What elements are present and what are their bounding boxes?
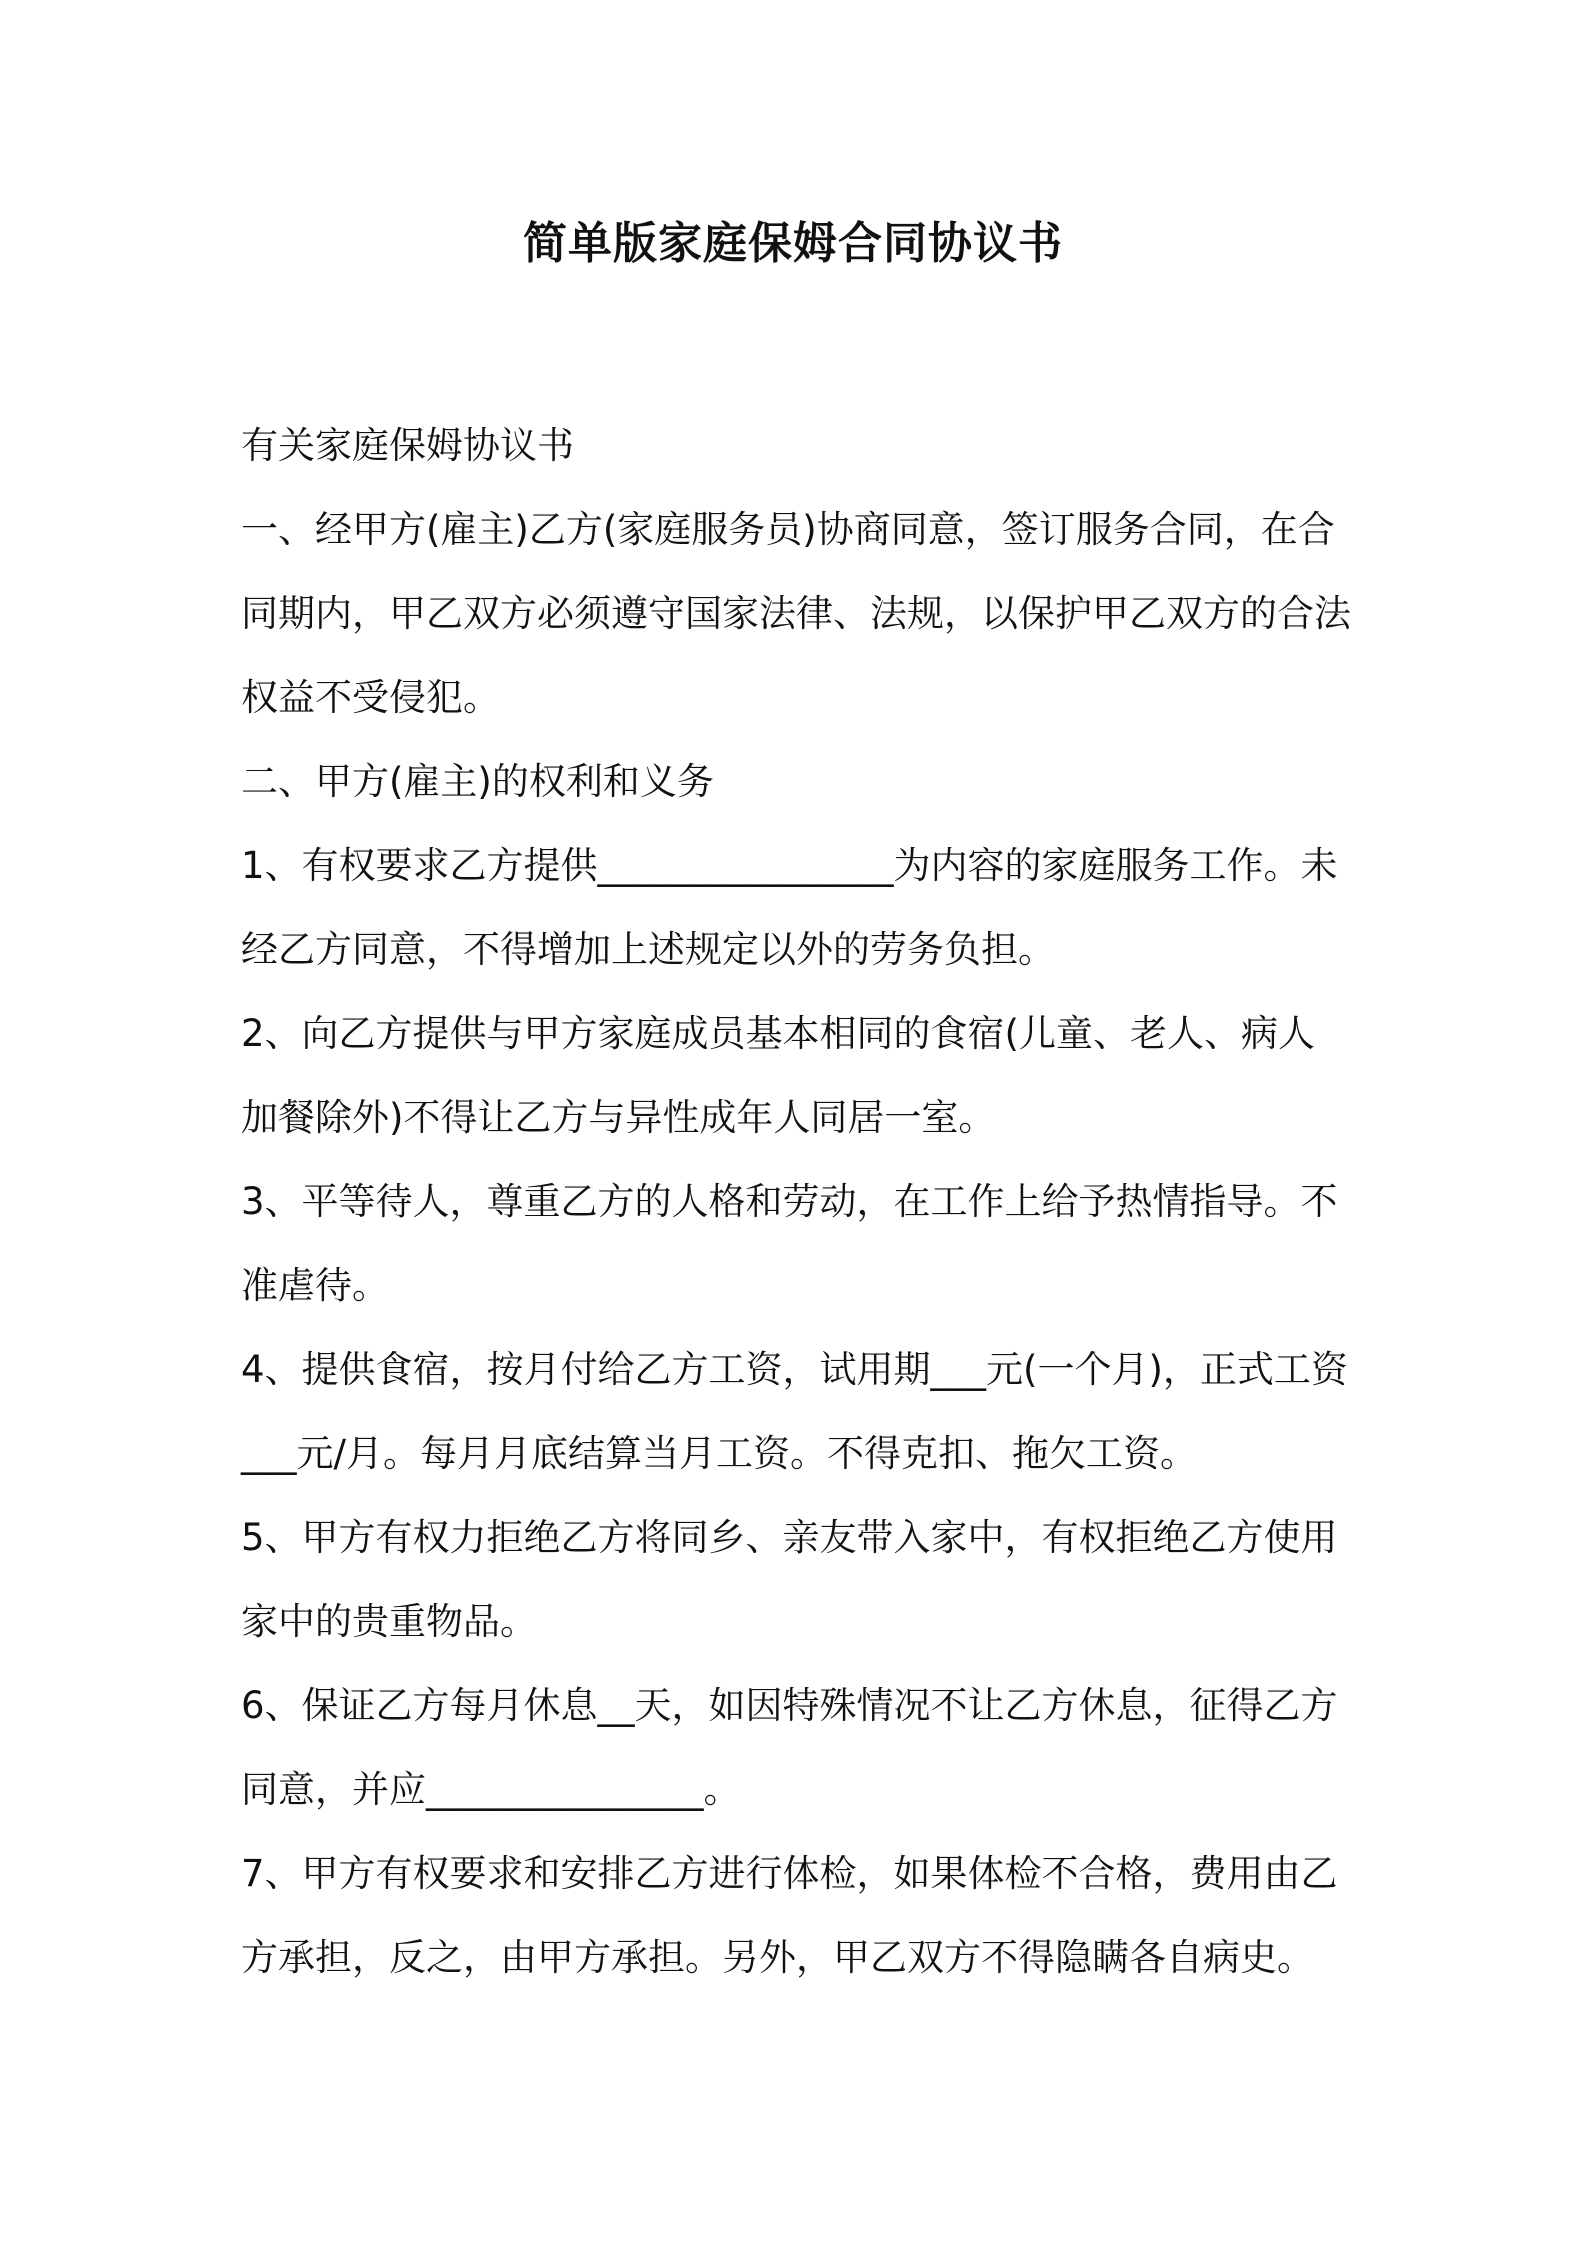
document-body: [241, 404, 1351, 2000]
item-7: 7、甲方有权要求和安排乙方进行体检，如果体检不合格，费用由乙方承担，反之，由甲方承担。另外，甲乙双方不得隐瞒各自病史。: [241, 1852, 1338, 1979]
clause-1: 一、经甲方(雇主)乙方(家庭服务员)协商同意，签订服务合同，在合同期内，甲乙双方必须遵守国家法律、法规，以保护甲乙双方的合法权益不受侵犯。: [241, 508, 1351, 719]
item-6: 6、保证乙方每月休息__天，如因特殊情况不让乙方休息，征得乙方同意，并应_______________。: [241, 1684, 1338, 1811]
section-heading-2: 二、甲方(雇主)的权利和义务: [241, 760, 714, 803]
item-3: 3、平等待人，尊重乙方的人格和劳动，在工作上给予热情指导。不准虐待。: [241, 1180, 1338, 1307]
item-5: 5、甲方有权力拒绝乙方将同乡、亲友带入家中，有权拒绝乙方使用家中的贵重物品。: [241, 1516, 1338, 1643]
item-1: 1、有权要求乙方提供________________为内容的家庭服务工作。未经乙方同意，不得增加上述规定以外的劳务负担。: [241, 844, 1338, 971]
document-title: 简单版家庭保姆合同协议书: [523, 218, 1063, 269]
item-4: 4、提供食宿，按月付给乙方工资，试用期___元(一个月)，正式工资___元/月。每月月底结算当月工资。不得克扣、拖欠工资。: [241, 1348, 1348, 1475]
document-subtitle: 有关家庭保姆协议书: [241, 424, 574, 467]
item-2: 2、向乙方提供与甲方家庭成员基本相同的食宿(儿童、老人、病人加餐除外)不得让乙方与异性成年人同居一室。: [241, 1012, 1315, 1139]
